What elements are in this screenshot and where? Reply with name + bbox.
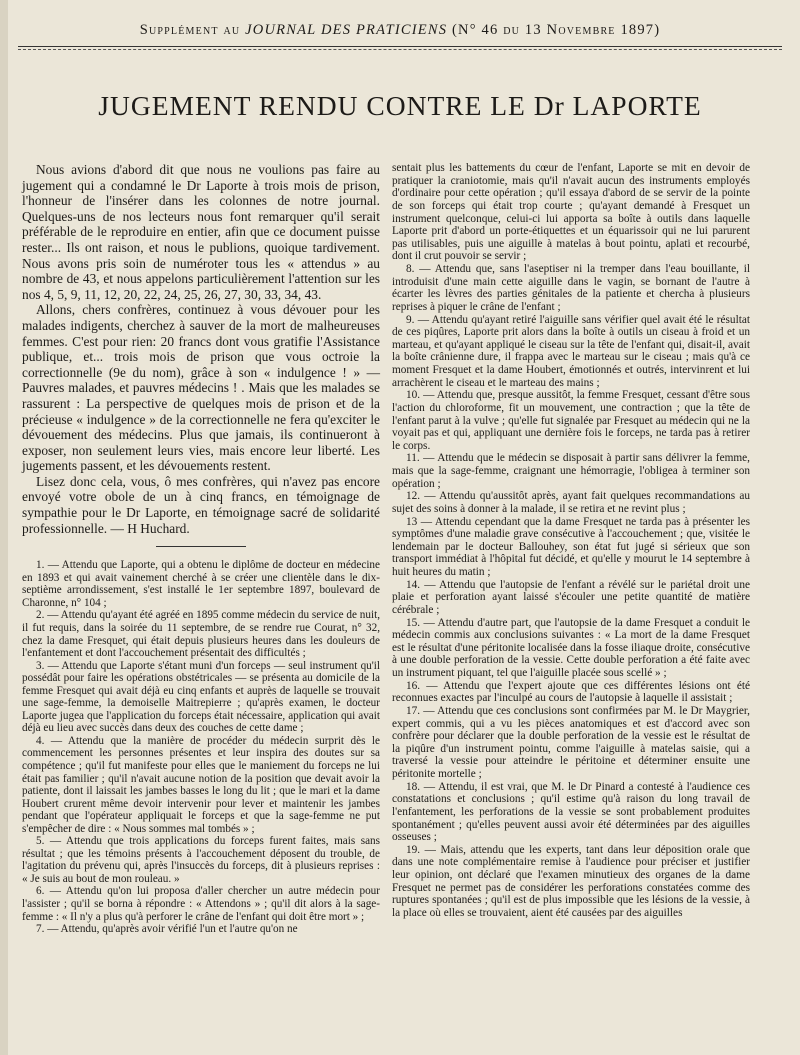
header-prefix: Supplément au <box>139 22 241 38</box>
page-edge <box>0 0 8 1055</box>
header-rule <box>18 46 782 47</box>
judgment-article: 13 — Attendu cependant que la dame Fresquet ne tarda pas à présenter les symptômes d'une maladie grave consécutive à l'accouchement ; que, visitée le lendemain par le docteur Ballouhey, son état fut jugé si sérieux que son transport immédiat à l'hôpital fut décidé, et qu'elle y mourut le 14 septembre à huit heures du matin ; <box>392 515 750 578</box>
judgment-article: 2. — Attendu qu'ayant été agréé en 1895 comme médecin du service de nuit, il fut requis, dans la soirée du 11 septembre, de se rendre rue Courat, n° 32, chez la dame Fresquet, qui était depuis plusieurs heures dans les douleurs de l'enfantement et dont l'accouchement présentait des difficultés ; <box>22 609 380 660</box>
running-header <box>0 22 800 39</box>
judgment-article: 12. — Attendu qu'aussitôt après, ayant fait quelques recommandations au sujet des soins à donner à la malade, il se retira et ne revint plus ; <box>392 490 750 515</box>
judgment-article: 4. — Attendu que la manière de procéder du médecin surprit dès le commencement les personnes présentes et leur inspira des doutes sur sa compétence ; qu'il fut manifeste pour elles que le maniement du forceps ne lui était pas familier ; qu'il n'avait aucune notion de la position que devait avoir la patiente, dont il laissait les jambes basses le long du lit ; que le mari et la dame Houbert crurent même devoir intervenir pour lever et maintenir les jambes pendant que l'opérateur appliquait le forceps et que la sage-femme ne put s'empêcher de dire : « Nous sommes mal tombés » ; <box>22 734 380 835</box>
judgment-article: 9. — Attendu qu'ayant retiré l'aiguille sans vérifier quel avait été le résultat de ces piqûres, Laporte prit alors dans la boîte à outils un ciseau à froid et un marteau, et qu'ayant appliqué le ciseau sur la tête de l'enfant qui, disait-il, avait la boîte crânienne dure, il frappa avec le marteau sur le ciseau ; mais qu'à ce moment Fresquet et la dame Houbert, émotionnés et outrés, intervinrent et lui arrachèrent le ciseau et le marteau des mains ; <box>392 313 750 389</box>
header-rule-dashed <box>18 49 782 50</box>
judgment-articles-left <box>22 559 380 935</box>
judgment-article: 8. — Attendu que, sans l'aseptiser ni la tremper dans l'eau bouillante, il introduisit d'une main cette aiguille dans le vagin, se bornant de l'autre à écarter les lèvres des parties génitales de la patiente et chercha à plusieurs reprises à piquer le crâne de l'enfant ; <box>392 263 750 313</box>
judgment-article: 10. — Attendu que, presque aussitôt, la femme Fresquet, cessant d'être sous l'action du chloroforme, fit un mouvement, une contraction ; que la tête de l'enfant parut à la vulve ; qu'elle fut signalée par Fresquet au médecin qui ne la voyait pas et qui, appliquant une dernière fois le forceps, ne tarda pas à retirer le corps. <box>392 389 750 452</box>
judgment-article: 1. — Attendu que Laporte, qui a obtenu le diplôme de docteur en médecine en 1893 et qui avait vainement cherché à se créer une clientèle dans le dix-septième arrondissement, s'est installé le 1er septembre 1897, boulevard de Charonne, n° 104 ; <box>22 559 380 609</box>
judgment-article: 6. — Attendu qu'on lui proposa d'aller chercher un autre médecin pour l'assister ; qu'il se borna à répondre : « Attendons » ; qu'il dit alors à la sage-femme : « Il n'y a plus qu'à perforer le crâne de l'enfant qui doit être mort » ; <box>22 885 380 923</box>
judgment-article: 18. — Attendu, il est vrai, que M. le Dr Pinard a contesté à l'audience ces constatations et conclusions ; qu'il estime qu'à raison du long travail de l'enfantement, les perforations de la vessie se sont probablement produites spontanément ; qu'elles peuvent aussi avoir été déterminées par des aiguilles osseuses ; <box>392 780 750 844</box>
judgment-articles-right <box>392 162 750 920</box>
article-title: JUGEMENT RENDU CONTRE LE Dr LAPORTE <box>98 90 702 121</box>
judgment-article: 15. — Attendu d'autre part, que l'autopsie de la dame Fresquet a conduit le médecin commis aux conclusions suivantes : « La mort de la dame Fresquet est le résultat d'une péritonite localisée dans la fosse iliaque droite, consécutive à une double perforation de la vessie. Cette double perforation a été faite avec un instrument piquant, tel que l'aiguille placée sous scellé » ; <box>392 616 750 679</box>
judgment-article: 19. — Mais, attendu que les experts, tant dans leur déposition orale que dans une note complémentaire remise à l'audience pour préciser et justifier leur opinion, ont déclaré que l'examen minutieux des organes de la dame Fresquet ne permet pas de considérer les perforations constatées comme des ruptures spontanées ; qu'il est de plus impossible que les lésions de la vessie, à la place où elles se trouvaient, aient été causées par des aiguilles <box>392 843 750 919</box>
editorial-intro <box>22 162 380 536</box>
intro-paragraph: Nous avions d'abord dit que nous ne voulions pas faire au jugement qui a condamné le Dr Laporte à trois mois de prison, l'honneur de l'insérer dans les colonnes de notre journal. Quelques-uns de nos lecteurs nous font remarquer qu'il serait préférable de le reproduire en entier, afin que ce document puisse rester... Ils ont raison, et nous le publions, quoique tardivement. Nous avons pris soin de numéroter tous les « attendus » au nombre de 43, et nous appelons particulièrement l'attention sur les nos 4, 5, 9, 11, 12, 20, 22, 24, 25, 26, 27, 30, 33, 34, 43. <box>22 162 380 302</box>
header-issue: (N° 46 du 13 Novembre 1897) <box>452 22 661 38</box>
judgment-article-continued: sentait plus les battements du cœur de l'enfant, Laporte se mit en devoir de pratiquer la craniotomie, mais qu'il n'avait aucun des instruments employés d'ordinaire pour cette opération ; qu'il essaya d'abord de se servir de la pointe de son forceps qui était trop courte ; qu'ayant demandé à Fresquet un instrument quelconque, celui-ci lui apporta sa boîte à outils dans laquelle Laporte prit d'abord un porte-étiquettes et un équarissoir qui ne lui parurent pas utilisables, puis une aiguille à matelas à bout pointu, aplati et recourbé, dont il crut pouvoir se servir ; <box>392 162 750 263</box>
judgment-article: 16. — Attendu que l'expert ajoute que ces différentes lésions ont été reconnues exactes par l'inculpé au cours de l'autopsie à laquelle il assistait ; <box>392 679 750 705</box>
intro-paragraph: Lisez donc cela, vous, ô mes confrères, qui n'avez pas encore envoyé votre obole de un à cinq francs, en témoignage de sympathie pour le Dr Laporte, en témoignage sacré de solidarité professionnelle. — H Huchard. <box>22 473 380 536</box>
column-left <box>22 162 380 936</box>
section-separator <box>156 546 246 547</box>
judgment-article: 17. — Attendu que ces conclusions sont confirmées par M. le Dr Maygrier, expert commis, qui a vu les pièces anatomiques et est d'accord avec son confrère pour déclarer que la double perforation de la vessie est le résultat de la piqûre d'un instrument pointu, comme l'aiguille à matelas saisie, qui a traversé la vessie pour atteindre le péritoine et déterminer ensuite une péritonite mortelle ; <box>392 704 750 780</box>
intro-paragraph: Allons, chers confrères, continuez à vous dévouer pour les malades indigents, cherchez à sauver de la mort de malheureuses femmes. C'est pour rien: 20 francs dont vous gratifie l'Assistance publique, et... trois mois de prison que vous octroie la correctionnelle (9e du nom), grâce à son « indulgence ! » — Pauvres malades, et pauvres médecins ! . Mais que les malades se rassurent : La perspective de quelques mois de prison et de la précieuse « indulgence » de la correctionnelle ne fera qu'exciter le dévouement des médecins. Plus que jamais, ils continueront à exposer, non seulement leurs vies, mais encore leur liberté. Les jugements passent, et les dévouements restent. <box>22 302 380 474</box>
judgment-article: 5. — Attendu que trois applications du forceps furent faites, mais sans résultat ; que les témoins présents à l'accouchement déposent du trouble, de l'agitation du prévenu qui, après l'insuccès du forceps, dit à plusieurs reprises : « Je suis au bout de mon rouleau. » <box>22 835 380 885</box>
judgment-article: 3. — Attendu que Laporte s'étant muni d'un forceps — seul instrument qu'il possédât pour faire les opérations obstétricales — se présenta au domicile de la femme Fresquet qui avait déjà eu cinq enfants et auprès de laquelle se trouvait une sage-femme, la demoiselle Maitrepierre ; qu'après examen, le docteur Laporte jugea que l'application du forceps était nécessaire, application qui avait déjà eu lieu avec succès dans deux des couches de cette dame ; <box>22 659 380 735</box>
header-journal: JOURNAL DES PRATICIENS <box>245 22 448 38</box>
column-right <box>392 162 750 920</box>
judgment-article: 14. — Attendu que l'autopsie de l'enfant a révélé sur le pariétal droit une plaie et perforation ayant laissé s'écouler une petite quantité de matière cérébrale ; <box>392 578 750 616</box>
judgment-article: 11. — Attendu que le médecin se disposait à partir sans délivrer la femme, mais que la sage-femme, craignant une hémorragie, l'obligea à terminer son opération ; <box>392 452 750 490</box>
judgment-article: 7. — Attendu, qu'après avoir vérifié l'un et l'autre qu'on ne <box>36 923 298 936</box>
